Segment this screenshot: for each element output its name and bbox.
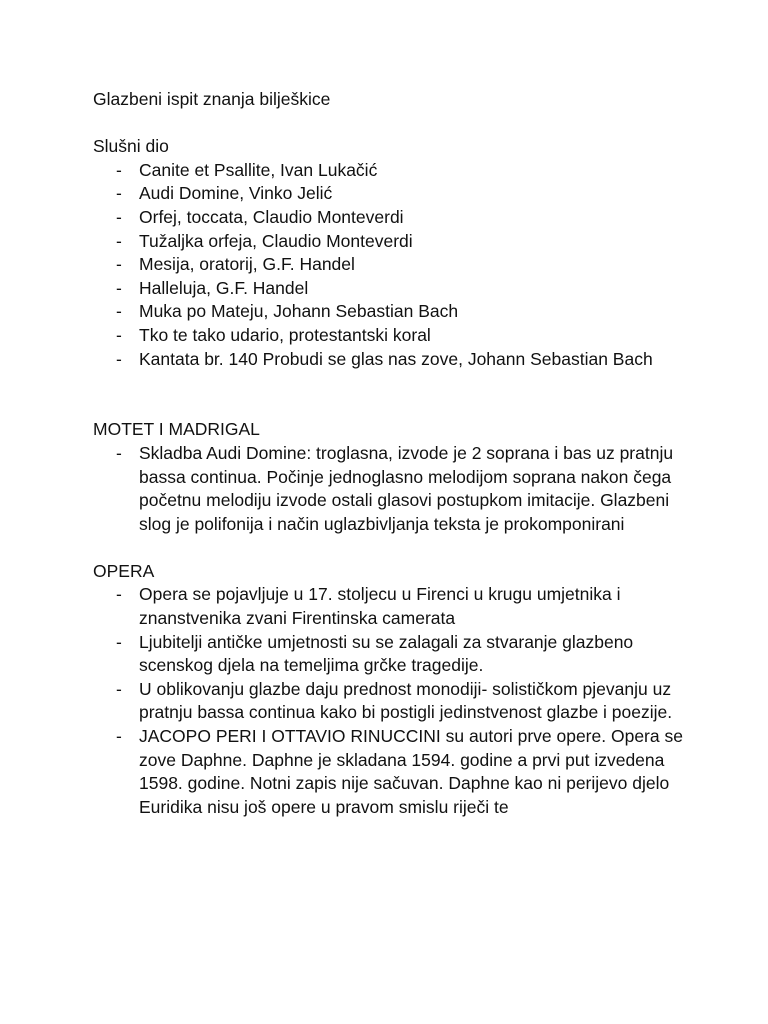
list-item — [93, 230, 693, 254]
list-item-text: Muka po Mateju, Johann Sebastian Bach — [139, 301, 459, 322]
dash-bullet: - — [116, 678, 122, 699]
list-item — [93, 253, 693, 277]
section-heading-motet-i-madrigal: MOTET I MADRIGAL — [93, 419, 260, 440]
dash-bullet: - — [116, 442, 122, 463]
list-item-text: Halleluja, G.F. Handel — [139, 277, 309, 298]
list-item — [93, 631, 693, 678]
list-item — [93, 678, 693, 725]
dash-bullet: - — [116, 726, 122, 747]
document-body — [93, 88, 693, 819]
spacer — [93, 536, 693, 560]
list-item — [93, 277, 693, 301]
dash-bullet: - — [116, 301, 122, 322]
list-item-text: Orfej, toccata, Claudio Monteverdi — [139, 206, 404, 227]
listening-list — [93, 159, 693, 371]
list-item-text: Kantata br. 140 Probudi se glas nas zove, Johann Sebastian Bach — [139, 348, 653, 369]
dash-bullet: - — [116, 348, 122, 369]
list-item — [93, 442, 693, 536]
list-item — [93, 348, 693, 372]
dash-bullet: - — [116, 584, 122, 605]
dash-bullet: - — [116, 324, 122, 345]
motet-list — [93, 442, 693, 536]
document-title: Glazbeni ispit znanja bilješkice — [93, 89, 331, 109]
list-item-text: Skladba Audi Domine: troglasna, izvode je 2 soprana i bas uz pratnju bassa continua. Počinje jednoglasno melodijom soprana nakon čega početnu melodiju izvode ostali glasovi postupkom imitacije. Glazbeni slog je polifonija i način uglazbivljanja teksta je prokomponirani — [139, 442, 674, 534]
section-heading-opera: OPERA — [93, 560, 155, 581]
list-item — [93, 725, 693, 819]
opera-list — [93, 583, 693, 819]
dash-bullet: - — [116, 159, 122, 180]
list-item-text: Mesija, oratorij, G.F. Handel — [139, 254, 355, 275]
list-item-text: Tko te tako udario, protestantski koral — [139, 324, 431, 345]
dash-bullet: - — [116, 631, 122, 652]
list-item-text: Canite et Psallite, Ivan Lukačić — [139, 159, 378, 180]
dash-bullet: - — [116, 254, 122, 275]
list-item — [93, 583, 693, 630]
list-item-text: JACOPO PERI I OTTAVIO RINUCCINI su autori prve opere. Opera se zove Daphne. Daphne je skladana 1594. godine a prvi put izvedena 1598. godine. Notni zapis nije sačuvan. Daphne kao ni perijevo djelo Euridika nisu još opere u pravom smislu riječi te — [139, 726, 683, 817]
list-item-text: Ljubitelji antičke umjetnosti su se zalagali za stvaranje glazbeno scenskog djela na temeljima grčke tragedije. — [139, 631, 634, 676]
list-item — [93, 300, 693, 324]
dash-bullet: - — [116, 230, 122, 251]
list-item-text: U oblikovanju glazbe daju prednost monodiji- solističkom pjevanju uz pratnju bassa continua kako bi postigli jedinstvenost glazbe i poezije. — [139, 678, 673, 723]
list-item-text: Audi Domine, Vinko Jelić — [139, 183, 333, 204]
dash-bullet: - — [116, 183, 122, 204]
list-item-text: Opera se pojavljuje u 17. stoljecu u Firenci u krugu umjetnika i znanstvenika zvani Firentinska camerata — [139, 584, 621, 629]
list-item — [93, 182, 693, 206]
spacer — [93, 371, 693, 418]
list-item — [93, 159, 693, 183]
section-heading-slusni-dio: Slušni dio — [93, 136, 169, 157]
dash-bullet: - — [116, 206, 122, 227]
list-item-text: Tužaljka orfeja, Claudio Monteverdi — [139, 230, 413, 251]
dash-bullet: - — [116, 277, 122, 298]
spacer — [93, 112, 693, 136]
list-item — [93, 324, 693, 348]
list-item — [93, 206, 693, 230]
